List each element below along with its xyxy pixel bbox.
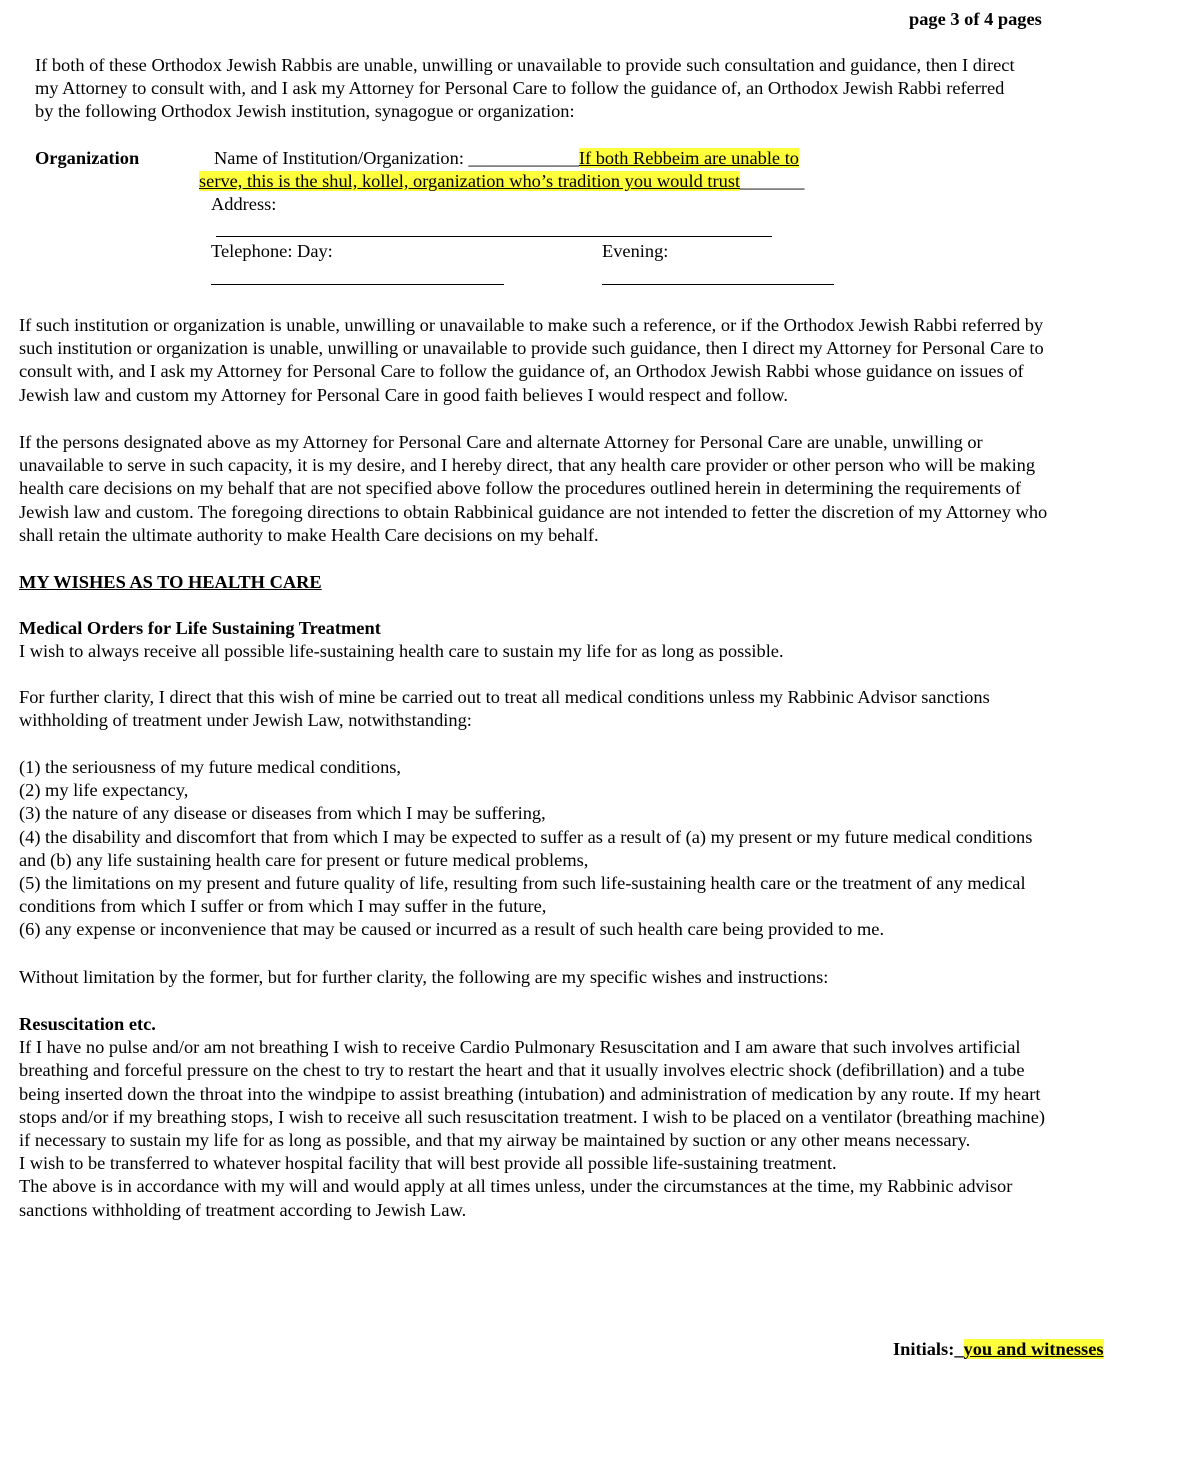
organization-name-value[interactable]: If both Rebbeim are unable to: [578, 148, 799, 168]
text-line: If both of these Orthodox Jewish Rabbis are unable, unwilling or unavailable to provide such consultation and guidance, then I direct: [35, 55, 1015, 75]
text-line: consult with, and I ask my Attorney for Personal Care to follow the guidance of, an Orthodox Jewish Rabbi whose guidance on issues of: [19, 361, 1024, 382]
text-line: The above is in accordance with my will and would apply at all times unless, under the circumstances at the time, my Rabbinic advisor: [19, 1176, 1013, 1197]
organization-name-row: [214, 147, 799, 170]
text-line: withholding of treatment under Jewish Law, notwithstanding:: [19, 710, 472, 731]
text-line: by the following Orthodox Jewish institution, synagogue or organization:: [35, 101, 575, 122]
text-line: unavailable to serve in such capacity, it is my desire, and I hereby direct, that any health care provider or other person who will be making: [19, 455, 1036, 476]
list-item: conditions from which I suffer or from which I may suffer in the future,: [19, 896, 547, 917]
list-item: and (b) any life sustaining health care for present or future medical problems,: [19, 849, 589, 870]
telephone-evening-blank-line[interactable]: [602, 284, 834, 285]
text-line: sanctions withholding of treatment according to Jewish Law.: [19, 1199, 467, 1220]
wishes-heading: MY WISHES AS TO HEALTH CARE: [19, 572, 322, 592]
specific-wishes-text: Without limitation by the former, but for further clarity, the following are my specific wishes and instructions:: [19, 967, 829, 987]
telephone-evening-label: Evening:: [602, 241, 669, 261]
text-line: stops and/or if my breathing stops, I wish to receive all such resuscitation treatment. I wish to be placed on a ventilator (breathing machine): [19, 1106, 1046, 1127]
medical-orders-section: [19, 617, 1164, 663]
list-item: (6) any expense or inconvenience that may be caused or incurred as a result of such health care being provided to me.: [19, 919, 885, 940]
list-item: (5) the limitations on my present and future quality of life, resulting from such life-sustaining health care or the treatment of any medical: [19, 873, 1026, 894]
organization-name-trailing-blank: _______: [740, 171, 805, 191]
conditions-list: [19, 756, 1164, 942]
text-line: health care decisions on my behalf that are not specified above follow the procedures outlined herein in determining the requirements of: [19, 478, 1021, 499]
list-item: (4) the disability and discomfort that from which I may be expected to suffer as a result of (a) my present or my future medical conditions: [19, 826, 1033, 847]
clarity-paragraph: [19, 686, 1164, 732]
organization-name-value-continued[interactable]: serve, this is the shul, kollel, organization who’s tradition you would trust: [199, 171, 741, 191]
organization-name-blank: ____________: [468, 148, 579, 168]
text-line: shall retain the ultimate authority to make Health Care decisions on my behalf.: [19, 524, 599, 545]
text-line: If such institution or organization is unable, unwilling or unavailable to make such a reference, or if the Orthodox Jewish Rabbi referred by: [19, 315, 1044, 335]
list-item: (2) my life expectancy,: [19, 780, 189, 801]
intro-paragraph: [35, 54, 1180, 124]
organization-name-row-2: [199, 170, 804, 193]
initials-row: [893, 1338, 1104, 1361]
text-line: I wish to be transferred to whatever hospital facility that will best provide all possible life-sustaining treatment.: [19, 1153, 837, 1174]
text-line: Jewish law and custom my Attorney for Personal Care in good faith believes I would respect and follow.: [19, 384, 788, 405]
address-label: Address:: [211, 194, 277, 214]
list-item: (1) the seriousness of my future medical conditions,: [19, 757, 402, 777]
organization-section-label: Organization: [35, 148, 140, 168]
address-blank-line[interactable]: [216, 236, 772, 237]
page-number-label: page 3 of 4 pages: [909, 9, 1042, 29]
text-line: such institution or organization is unable, unwilling or unavailable to provide such guidance, then I direct my Attorney for Personal Care to: [19, 338, 1044, 359]
text-line: if necessary to sustain my life for as long as possible, and that my airway be maintained by suction or any other means necessary.: [19, 1130, 971, 1151]
organization-name-label: Name of Institution/Organization:: [214, 148, 464, 168]
resuscitation-section: [19, 1013, 1164, 1222]
text-line: breathing and forceful pressure on the chest to try to restart the heart and that it usually involves electric shock (defibrillation) and a tube: [19, 1060, 1025, 1081]
medical-orders-heading: Medical Orders for Life Sustaining Treatment: [19, 618, 381, 638]
text-line: If the persons designated above as my Attorney for Personal Care and alternate Attorney for Personal Care are unable, unwilling or: [19, 432, 983, 452]
text-line: Jewish law and custom. The foregoing directions to obtain Rabbinical guidance are not intended to fetter the discretion of my Attorney who: [19, 501, 1048, 522]
initials-value[interactable]: you and witnesses: [963, 1339, 1104, 1359]
medical-orders-text: I wish to always receive all possible life-sustaining health care to sustain my life for as long as possible.: [19, 641, 784, 662]
designated-paragraph: [19, 431, 1164, 547]
initials-label: Initials:: [893, 1339, 955, 1359]
reference-paragraph: [19, 314, 1164, 407]
telephone-day-blank-line[interactable]: [211, 284, 504, 285]
initials-blank: _: [954, 1339, 964, 1359]
resuscitation-heading: Resuscitation etc.: [19, 1014, 156, 1034]
text-line: If I have no pulse and/or am not breathing I wish to receive Cardio Pulmonary Resuscitation and I am aware that such involves artificial: [19, 1037, 1021, 1058]
text-line: For further clarity, I direct that this wish of mine be carried out to treat all medical conditions unless my Rabbinic Advisor sanctions: [19, 687, 990, 707]
text-line: being inserted down the throat into the windpipe to assist breathing (intubation) and administration of medication by any route. If my heart: [19, 1083, 1041, 1104]
list-item: (3) the nature of any disease or diseases from which I may be suffering,: [19, 803, 546, 824]
text-line: my Attorney to consult with, and I ask my Attorney for Personal Care to follow the guidance of, an Orthodox Jewish Rabbi referred: [35, 78, 1005, 99]
telephone-day-label: Telephone: Day:: [211, 241, 333, 261]
